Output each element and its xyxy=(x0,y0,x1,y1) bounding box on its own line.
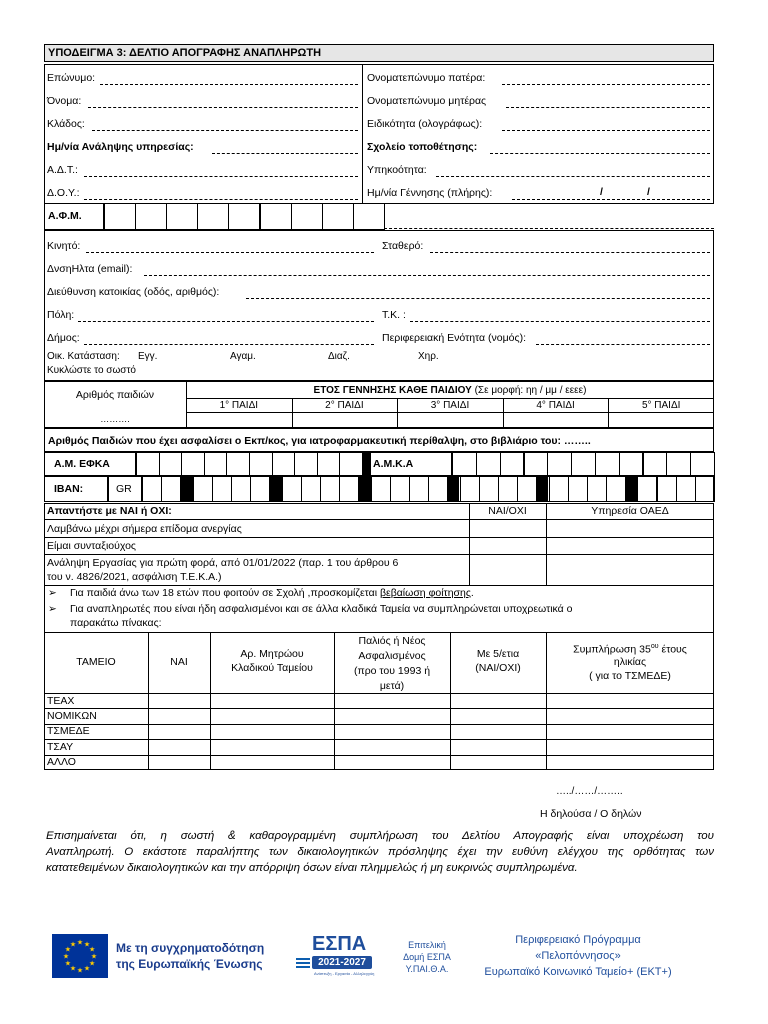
email-field[interactable] xyxy=(144,275,710,276)
child-3-year-field[interactable] xyxy=(399,413,501,427)
eu-star-icon: ★ xyxy=(90,953,98,961)
children-year-header-rest: (Σε μορφή: ηη / μμ / εεεε) xyxy=(471,385,587,396)
eu-flag-logo xyxy=(52,934,108,978)
funds-header-old-4: μετά) xyxy=(379,680,405,692)
note-line-1: Επισημαίνεται ότι, η σωστή & καθαρογραμμένη συμπλήρωση του Δελτίου Απογραφής είναι υποχρέωση του xyxy=(46,830,714,842)
afm-digit-cell[interactable] xyxy=(322,203,354,230)
afm-digit-cell[interactable] xyxy=(135,203,167,230)
amka-digit-cell[interactable] xyxy=(643,452,668,476)
form-title: ΥΠΟΔΕΙΓΜΑ 3: ΔΕΛΤΙΟ ΑΠΟΓΡΑΦΗΣ ΑΝΑΠΛΗΡΩΤΗ xyxy=(48,47,322,59)
funds-row-τεαχ: ΤΕΑΧ xyxy=(47,694,75,707)
amka-digit-cell[interactable] xyxy=(547,452,572,476)
am-efka-digit-cell[interactable] xyxy=(136,452,160,476)
date-taken-field[interactable] xyxy=(212,153,358,154)
funds-col-line xyxy=(546,632,547,770)
yesno-row-firstjob-1: Ανάληψη Εργασίας για πρώτη φορά, από 01/01/2022 (παρ. 1 του άρθρου 6 xyxy=(47,557,399,569)
bullet-insured-line1: Για αναπληρωτές που είναι ήδη ασφαλισμένοι και σε άλλα κλαδικά Ταμεία να συμπληρώνεται υποχρεωτικά ο xyxy=(70,603,573,615)
school-field[interactable] xyxy=(490,153,710,154)
afm-digit-cell[interactable] xyxy=(291,203,323,230)
eu-star-icon: ★ xyxy=(88,946,96,954)
amka-digit-cell[interactable] xyxy=(571,452,596,476)
doy-label: Δ.Ο.Υ.: xyxy=(47,187,80,199)
funds-row-τσμεδε: ΤΣΜΕΔΕ xyxy=(47,725,90,738)
eu-flag-icon xyxy=(52,934,108,978)
bullet-student-note xyxy=(70,587,474,600)
funds-header-old-1: Παλιός ή Νέος xyxy=(358,635,426,647)
marital-divorced[interactable]: Διαζ. xyxy=(328,351,350,362)
child-2-year-field[interactable] xyxy=(294,413,396,427)
amka-digit-cell[interactable] xyxy=(476,452,501,476)
funds-header-5yr-1: Με 5/ετια xyxy=(476,648,520,660)
amka-label: Α.Μ.Κ.Α xyxy=(373,458,414,470)
birthdate-slash-2: / xyxy=(647,186,650,198)
eu-star-icon: ★ xyxy=(76,939,84,947)
eu-star-icon: ★ xyxy=(83,941,91,949)
funds-col-line xyxy=(450,632,451,770)
funds-header-old-2: Ασφαλισμένος xyxy=(358,650,426,662)
yesno-col2-header: Υπηρεσία ΟΑΕΔ xyxy=(591,505,669,517)
authority-1: Επιτελική xyxy=(408,940,446,950)
children-count-dots[interactable]: ………. xyxy=(100,414,130,424)
landline-label: Σταθερό: xyxy=(382,240,424,252)
postcode-label: Τ.Κ. : xyxy=(382,309,406,321)
child-1-year-field[interactable] xyxy=(188,413,290,427)
eu-text-1: Με τη συγχρηματοδότηση xyxy=(116,941,265,955)
funds-header-old-3: (προ του 1993 ή xyxy=(353,665,431,677)
funds-header-age-2: ηλικίας xyxy=(613,656,647,668)
funds-row-νομικων: ΝΟΜΙΚΩΝ xyxy=(47,709,97,722)
bullet-arrow-2: ➢ xyxy=(48,603,57,615)
note-paragraph xyxy=(46,828,714,876)
note-line-3: κατατεθειμένων δικαιολογητικών και την απόρριψη όσων είναι πλημμελώς ή μη ευκρινώς συμπληρωμένα. xyxy=(46,862,578,874)
branch-field[interactable] xyxy=(92,130,358,131)
funds-row-αλλο: ΑΛΛΟ xyxy=(47,756,76,769)
funds-header-age-year: έτους xyxy=(658,643,687,656)
funds-col-line xyxy=(148,632,149,770)
eu-star-icon: ★ xyxy=(62,953,70,961)
eu-star-icon: ★ xyxy=(69,965,77,973)
iban-row-border xyxy=(142,476,714,502)
funds-header-age-3: ( για το ΤΣΜΕΔΕ) xyxy=(589,670,671,682)
funds-col-line xyxy=(210,632,211,770)
citizenship-label: Υπηκοότητα: xyxy=(367,164,427,176)
specialty-field[interactable] xyxy=(502,130,710,131)
date-taken-label: Ημ/νία Ανάληψης υπηρεσίας: xyxy=(47,141,194,153)
marital-married[interactable]: Εγγ. xyxy=(138,351,158,362)
eu-star-icon: ★ xyxy=(69,941,77,949)
amka-black-marker xyxy=(362,452,370,476)
program-3: Ευρωπαϊκό Κοινωνικό Ταμείο+ (ΕΚΤ+) xyxy=(484,966,672,978)
authority-3: Υ.ΠΑΙ.Θ.Α. xyxy=(405,964,449,974)
afm-digit-cell[interactable] xyxy=(353,203,385,230)
funds-header-reg-2: Κλαδικού Ταμείου xyxy=(231,662,313,674)
personal-section xyxy=(44,64,714,204)
signature-declarant: Η δηλούσα / Ο δηλών xyxy=(540,808,642,820)
municipality-field[interactable] xyxy=(84,344,374,345)
funds-row-line xyxy=(44,755,714,756)
eu-text-2: της Ευρωπαϊκής Ένωσης xyxy=(116,957,263,971)
child-1-label: 1° ΠΑΙΔΙ xyxy=(219,400,259,411)
eu-star-icon: ★ xyxy=(64,960,72,968)
personal-divider xyxy=(362,64,363,204)
address-label: Διεύθυνση κατοικίας (οδός, αριθμός): xyxy=(47,286,220,298)
amka-digit-cell[interactable] xyxy=(595,452,620,476)
branch-label: Κλάδος: xyxy=(47,118,85,130)
bullet-student-end: . xyxy=(470,587,474,599)
funds-row-line xyxy=(44,724,714,725)
name-field[interactable] xyxy=(88,107,358,108)
signature-date[interactable]: …../……/…….. xyxy=(556,786,623,797)
afm-filler-line xyxy=(384,228,714,229)
postcode-field[interactable] xyxy=(410,321,710,322)
yesno-row-firstjob-2: του ν. 4826/2021, ασφάλιση Τ.Ε.Κ.Α.) xyxy=(47,571,222,583)
eu-star-icon: ★ xyxy=(83,965,91,973)
doy-field[interactable] xyxy=(84,199,358,200)
yesno-header: Απαντήστε με ΝΑΙ ή ΟΧΙ: xyxy=(47,505,172,517)
email-label: ΔνσηΗλτα (email): xyxy=(47,263,133,275)
yesno-row-line-2 xyxy=(44,537,714,538)
afm-digit-cell[interactable] xyxy=(104,203,136,230)
child-5-label: 5° ΠΑΙΔΙ xyxy=(641,400,681,411)
eu-star-icon: ★ xyxy=(76,967,84,975)
child-4-year-field[interactable] xyxy=(505,413,607,427)
funds-header-reg-1: Αρ. Μητρώου xyxy=(240,648,304,660)
bullet-insured-line2: παρακάτω πίνακας: xyxy=(70,617,162,629)
name-label: Όνομα: xyxy=(47,95,82,107)
amka-digit-cell[interactable] xyxy=(666,452,691,476)
espa-logo xyxy=(292,934,374,980)
yesno-row-pensioner: Είμαι συνταξιούχος xyxy=(47,540,136,552)
city-field[interactable] xyxy=(78,321,374,322)
am-efka-digit-cell[interactable] xyxy=(294,452,318,476)
afm-digit-cell[interactable] xyxy=(197,203,229,230)
marital-widowed[interactable]: Χηρ. xyxy=(418,351,439,362)
region-label: Περιφερειακή Ενότητα (νομός): xyxy=(382,332,526,344)
birthdate-label: Ημ/νία Γέννησης (πλήρης): xyxy=(367,187,493,199)
father-label: Ονοματεπώνυμο πατέρα: xyxy=(367,72,486,84)
am-efka-digit-cell[interactable] xyxy=(317,452,341,476)
mobile-field[interactable] xyxy=(86,252,374,253)
eu-star-icon: ★ xyxy=(88,960,96,968)
adt-label: Α.Δ.Τ.: xyxy=(47,164,78,176)
specialty-label: Ειδικότητα (ολογράφως): xyxy=(367,118,483,130)
mother-label: Ονοματεπώνυμο μητέρας xyxy=(367,95,487,107)
funds-header-age-sup: ου xyxy=(650,643,659,650)
city-label: Πόλη: xyxy=(47,309,75,321)
surname-label: Επώνυμο: xyxy=(47,72,96,84)
am-efka-digit-cell[interactable] xyxy=(339,452,363,476)
amka-digit-cell[interactable] xyxy=(452,452,477,476)
marital-single[interactable]: Αγαμ. xyxy=(230,351,256,362)
am-efka-digit-cell[interactable] xyxy=(204,452,228,476)
funds-col-line xyxy=(334,632,335,770)
eu-star-icon: ★ xyxy=(64,946,72,954)
birthdate-slash-1: / xyxy=(600,186,603,198)
father-field[interactable] xyxy=(502,84,710,85)
am-efka-digit-cell[interactable] xyxy=(249,452,273,476)
bullet-student-text: Για παιδιά άνω των 18 ετών που φοιτούν σε Σχολή ,προσκομίζεται xyxy=(70,587,380,599)
afm-label: Α.Φ.Μ. xyxy=(48,210,82,222)
program-1: Περιφερειακό Πρόγραμμα xyxy=(515,934,641,946)
am-efka-label: Α.Μ. ΕΦΚΑ xyxy=(54,458,110,470)
landline-field[interactable] xyxy=(430,252,710,253)
greek-flag-icon xyxy=(296,958,310,968)
address-field[interactable] xyxy=(246,298,710,299)
bullet-student-underlined: βεβαίωση φοίτησης xyxy=(379,587,471,599)
surname-field[interactable] xyxy=(100,84,358,85)
funds-row-τσαυ: ΤΣΑΥ xyxy=(47,740,74,753)
funds-row-line xyxy=(44,739,714,740)
bullet-arrow-1: ➢ xyxy=(48,587,57,599)
funds-header-age-1 xyxy=(546,640,714,657)
children-year-header xyxy=(186,384,714,397)
school-label: Σχολείο τοποθέτησης: xyxy=(367,141,478,153)
note-line-2: Αναπληρωτή. Ο εκάστοτε παραλήπτης των δικαιολογητικών πρόσληψης έχει την ευθύνη ελέγχου της ορθότητας των xyxy=(46,846,714,858)
yesno-col1-header: ΝΑΙ/ΟΧΙ xyxy=(488,505,527,517)
amka-digit-cell[interactable] xyxy=(524,452,549,476)
child-4-label: 4° ΠΑΙΔΙ xyxy=(536,400,575,411)
amka-digit-cell[interactable] xyxy=(619,452,644,476)
funds-row-line xyxy=(44,693,714,694)
mobile-label: Κινητό: xyxy=(47,240,81,252)
funds-header-age-text: Συμπλήρωση 35 xyxy=(573,643,651,656)
child-3-label: 3° ΠΑΙΔΙ xyxy=(430,400,470,411)
program-2: «Πελοπόννησος» xyxy=(535,950,621,962)
amka-digit-cell[interactable] xyxy=(500,452,525,476)
afm-digit-cell[interactable] xyxy=(166,203,198,230)
insured-children-label[interactable]: Αριθμός Παιδιών που έχει ασφαλίσει ο Εκπ/κος, για ιατροφαρμακευτική περίθαλψη, στο βιβλιάριο του: …….. xyxy=(48,435,591,447)
espa-years: 2021-2027 xyxy=(312,956,372,969)
authority-2: Δομή ΕΣΠΑ xyxy=(403,952,451,962)
circle-instruction: Κυκλώστε το σωστό xyxy=(47,365,136,376)
funds-header-5yr-2: (ΝΑΙ/ΟΧΙ) xyxy=(475,662,521,674)
adt-field[interactable] xyxy=(84,176,358,177)
yesno-row-line-1 xyxy=(44,519,714,520)
am-efka-digit-cell[interactable] xyxy=(226,452,250,476)
espa-title: ΕΣΠΑ xyxy=(312,933,367,955)
espa-tagline: Ανάπτυξη - Εργασία - Αλληλεγγύη xyxy=(314,971,375,976)
region-field[interactable] xyxy=(536,344,710,345)
am-efka-digit-cell[interactable] xyxy=(272,452,296,476)
amka-digit-cell[interactable] xyxy=(690,452,715,476)
afm-digit-cell[interactable] xyxy=(260,203,292,230)
birthdate-field[interactable] xyxy=(512,199,710,200)
yesno-row-line-3 xyxy=(44,554,714,555)
am-efka-digit-cell[interactable] xyxy=(181,452,205,476)
children-year-header-bold: ΕΤΟΣ ΓΕΝΝΗΣΗΣ ΚΑΘΕ ΠΑΙΔΙΟΥ xyxy=(313,385,472,396)
iban-label: IBAN: xyxy=(54,483,84,495)
iban-gr: GR xyxy=(116,483,132,495)
citizenship-field[interactable] xyxy=(436,176,710,177)
marital-label: Οικ. Κατάσταση: xyxy=(47,351,120,362)
funds-header-yes: ΝΑΙ xyxy=(170,656,188,668)
yesno-row-unemployment: Λαμβάνω μέχρι σήμερα επίδομα ανεργίας xyxy=(47,523,242,535)
funds-row-line xyxy=(44,708,714,709)
mother-field[interactable] xyxy=(506,107,710,108)
municipality-label: Δήμος: xyxy=(47,332,80,344)
am-efka-digit-cell[interactable] xyxy=(159,452,183,476)
funds-header-fund: ΤΑΜΕΙΟ xyxy=(76,656,116,668)
child-2-label: 2° ΠΑΙΔΙ xyxy=(325,400,364,411)
children-count-label: Αριθμός παιδιών xyxy=(75,389,155,401)
afm-digit-cell[interactable] xyxy=(228,203,260,230)
child-5-year-field[interactable] xyxy=(610,413,712,427)
